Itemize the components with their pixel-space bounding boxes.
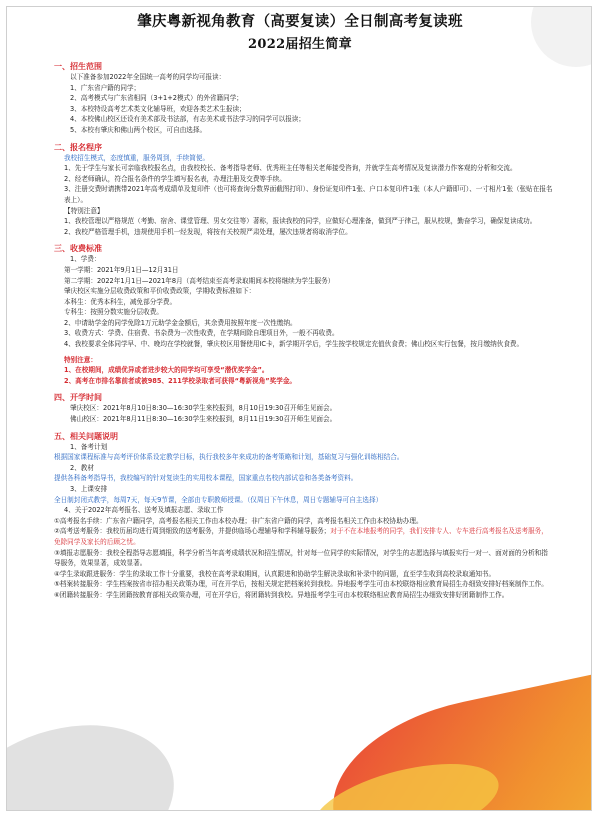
faq-body: 根据国家课程标准与高考评价体系设定教学目标，执行我校多年来成功的备考策略和计划，基础复习与强化训练相结合。 — [54, 453, 404, 462]
page-subtitle: 2022届招生简章 — [248, 37, 352, 52]
section-title-enrollment-scope: 一、招生范围 — [54, 62, 102, 71]
faq-heading: 4、关于2022年高考报名、送考及填报志愿、录取工作 — [64, 506, 224, 515]
brochure-content — [54, 12, 554, 601]
special-notice-label: 【特别注意】 — [64, 206, 104, 215]
rule-item: 2、我校严格管理手机，违规使用手机一经发现，将按有关校规严肃处理，屡次违规者将取消学位。 — [64, 227, 352, 236]
fee-line: 4、我校要求全体同学早、中、晚均在学校就餐，肇庆校区用餐使用IC卡，新学期开学后，学生按学校规定充值伙食费；佛山校区实行包餐，按月缴纳伙食费。 — [64, 340, 524, 349]
registration-motto: 我校招生模式，态度慎重，服务周到，手续简便。 — [64, 153, 210, 162]
scope-item: 4、本校佛山校区还设有美术部及书法部，有志美术或书法学习的同学可以报读； — [70, 115, 305, 124]
rule-item: 1、我校管理以严格规范（考勤、宿舍、课堂管理、男女交往等）著称，报读我校的同学，应做好心理准备，做到严于律己，服从校规，勤奋学习，确保复读成功。 — [64, 217, 537, 226]
service-item: ①高考报名手续：广东省户籍同学，高考报名相关工作由本校办理；非广东省户籍的同学，高考报名相关工作由本校协助办理。 — [54, 516, 423, 525]
fee-line: 1、学费： — [70, 255, 101, 264]
gray-wave-decoration — [6, 698, 195, 811]
fee-line: 第二学期：2022年1月1日—2021年8月（高考结束至高考录取期间本校将继续为学生服务） — [64, 276, 335, 285]
faq-heading: 3、上课安排 — [70, 485, 108, 493]
section-title-start-date: 四、开学时间 — [54, 393, 102, 403]
service-item: ⑤档案转接服务：学生档案按省市招办相关政策办理，可在开学后，按相关规定把档案转到我校。异地报考学生可由本校联络相应教育局招生办细致安排好档案制作工作。 — [54, 580, 548, 589]
start-date-line: 肇庆校区：2021年8月10日8:30—16:30学生来校报到，8月10日19:30召开师生见面会。 — [70, 404, 337, 413]
section-title-fees: 三、收费标准 — [54, 244, 102, 254]
scope-intro: 以下准备参加2022年全国统一高考的同学均可报读： — [70, 73, 226, 81]
registration-step: 1、先于学生与家长可亲临我校报名点，由我校校长、备考指导老师、优秀班主任等相关老师接受咨询，并就学生高考情况及复读潜力作客观的分析和交流。 — [64, 164, 517, 173]
registration-step: 3、注册交费时请携带2021年高考成绩单及复印件（也可将查询分数界面截图打印）、身份证复印件1张、户口本复印件1张（本人户籍即可）、一寸相片1张（张贴在报名表上）。 — [64, 185, 553, 204]
fee-line: 第一学期：2021年9月1日—12月31日 — [64, 265, 179, 274]
scholarship-note: 2、高考在市排名靠前者或被985、211学校录取者可获得“粤新视角”奖学金。 — [64, 376, 297, 385]
faq-body: 全日制封闭式教学，每周7天，每天9节课，全部由专职教师授课。（仅周日下午休息，周日专题辅导可自主选择） — [54, 495, 383, 504]
section-title-registration: 二、报名程序 — [54, 142, 102, 152]
faq-heading: 1、备考计划 — [70, 442, 108, 451]
service-item: ③填报志愿服务：我校全程指导志愿填报，科学分析当年高考成绩状况和招生情况，针对每一位同学的实际情况，对学生的志愿选择与填报实行一对一、面对面的分析和指导服务，效果显著，成效显著。 — [54, 548, 548, 568]
scope-item: 3、本校特设高考艺术类文化辅导班，欢迎各类艺术生报读； — [70, 104, 246, 113]
fee-line: 2、申请助学金的同学免除1万元助学金金额后，其余费用按照年度一次性缴纳。 — [64, 318, 297, 327]
fee-line: 3、收费方式：学费、住宿费、书杂费为一次性收费，在学期间除自理项目外，一般不再收费。 — [64, 329, 339, 338]
scholarship-note-title: 特别注意： — [64, 355, 97, 364]
faq-body: 提供各科备考指导书，我校编写的针对复读生的实用校本课程，国家重点名校内部试卷和各类备考资料。 — [54, 474, 358, 483]
service-item — [54, 526, 554, 547]
fee-line: 本科生：优秀本科生，减免部分学费。 — [64, 297, 177, 306]
scope-item: 1、广东省户籍的同学； — [70, 83, 141, 92]
fee-line: 肇庆校区实施分层收费政策和平价收费政策，学期收费标准如下： — [64, 287, 256, 296]
page-title: 肇庆粤新视角教育（高要复读）全日制高考复读班 — [137, 13, 463, 30]
service-item-text: ②高考送考服务：我校历届均进行周到细致的送考服务，并提供临场心理辅导和学科辅导服务； — [54, 527, 331, 536]
scope-item: 5、本校有肇庆和佛山两个校区，可自由选择。 — [70, 125, 207, 134]
scope-item: 2、高考模式与广东省相同（3+1+2模式）的外省籍同学； — [70, 94, 243, 103]
faq-heading: 2、教材 — [70, 463, 94, 472]
scholarship-note: 1、在校期间，成绩优异或者进步较大的同学均可享受“潜优奖学金”。 — [64, 366, 269, 375]
service-item-highlight: 对于不在本地报考的同学，我们安排专人、专车进行高考报名及送考服务，免除同学及家长的后顾之忧。 — [54, 527, 548, 546]
service-item: ④学生录取跟进服务：学生的录取工作十分重要，我校在高考录取期间，认真跟进和协助学生解决录取和补录中的问题，直至学生收到高校录取通知书。 — [54, 569, 496, 578]
start-date-line: 佛山校区：2021年8月11日8:30—16:30学生来校报到，8月11日19:30召开师生见面会。 — [70, 415, 337, 424]
service-item: ⑥团籍转接服务：学生团籍按教育部相关政策办理，可在开学后，将团籍转到我校。异地报考学生可由本校联络相应教育局招生办细致安排好团籍制作工作。 — [54, 590, 509, 599]
fee-line: 专科生：按照分数实施分层收费。 — [64, 308, 163, 317]
registration-step: 2、经老师确认，符合报名条件的学生填写报名表，办理注册及交费等手续。 — [64, 174, 286, 183]
section-title-faq: 五、相关问题说明 — [54, 431, 118, 441]
